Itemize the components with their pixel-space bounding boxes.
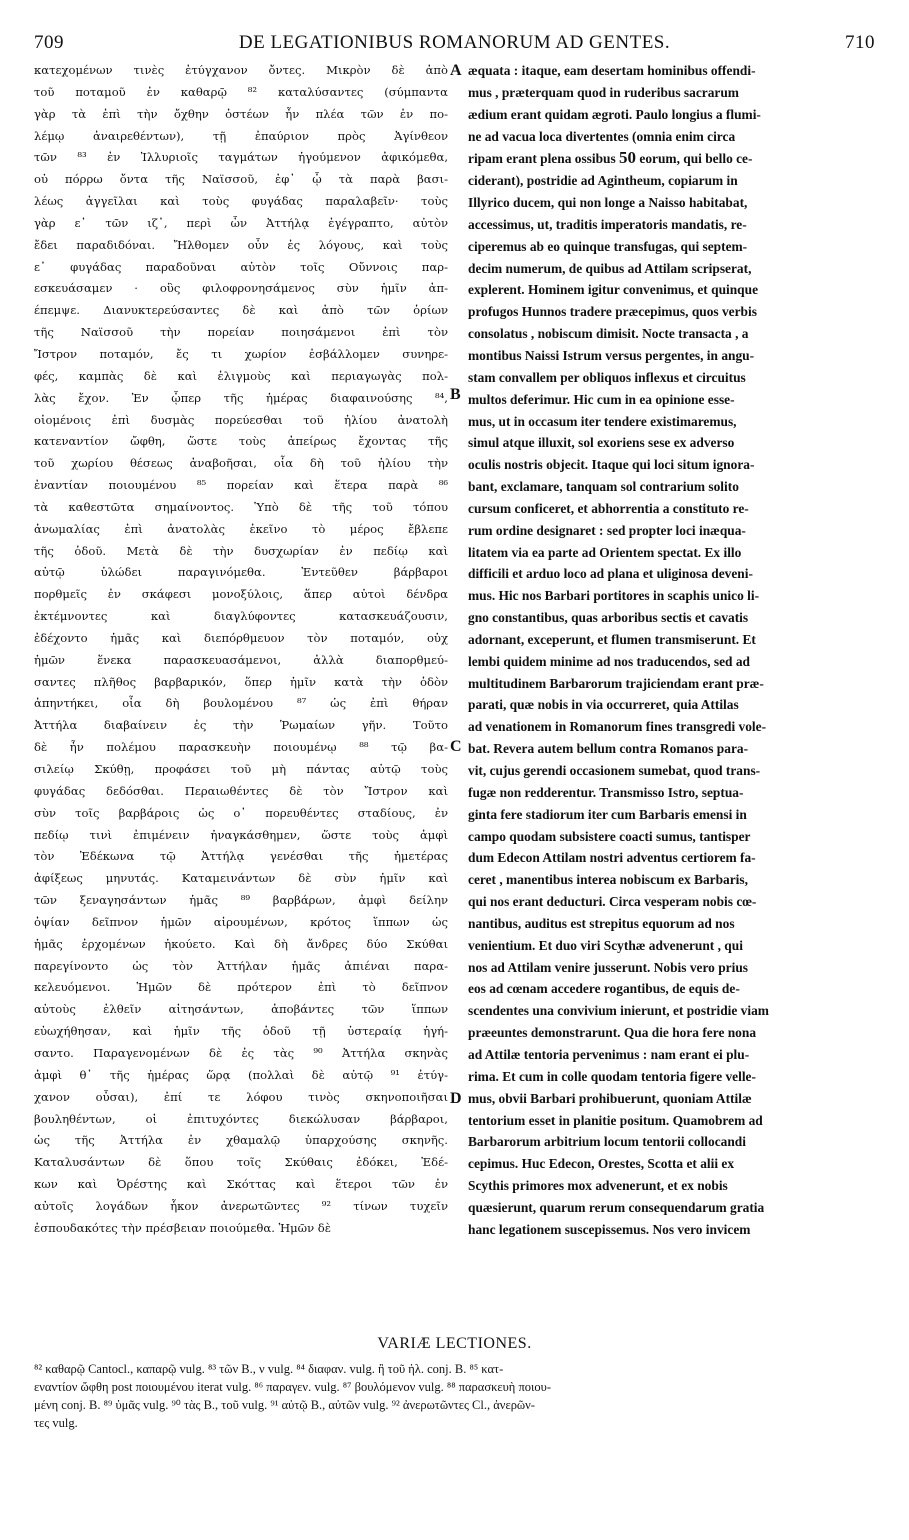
latin-text-line: multos deferimur. Hic cum in ea opinione esse- xyxy=(468,391,735,407)
greek-text-line: λὰς ἔχον. Ἐν ᾧπερ τῆς ἡμέρας διαφαινούσης ⁸⁴, xyxy=(34,390,448,405)
greek-text-line: ἔδει παραδιδόναι. Ἤλθομεν οὖν ἐς λόγους, καὶ τοὺς xyxy=(34,237,448,252)
greek-text-line: εὐωχήθησαν, καὶ ἡμῖν τῆς ὁδοῦ τῇ ὑστεραίᾳ ἡγή- xyxy=(34,1024,448,1039)
greek-text-line: πεδίῳ τινὶ ἐπιμένειν ἠναγκάσθημεν, ὥστε τοὺς ἀμφὶ xyxy=(34,827,448,842)
latin-text-column xyxy=(468,60,878,1241)
latin-text-line: eos ad cœnam accedere rogantibus, de equis de- xyxy=(468,981,740,997)
latin-text-line: parati, quæ nobis in via occurreret, quia Attilas xyxy=(468,697,739,713)
latin-text-line: campo quodam subsistere coacti sumus, tantisper xyxy=(468,828,751,844)
latin-text-line: præeuntes demonstrarunt. Qua die hora fere nona xyxy=(468,1025,757,1041)
latin-text-line: montibus Naissi Istrum versus pergentes, in angu- xyxy=(468,347,755,363)
greek-text-line: φυγάδας δεδόσθαι. Περαιωθέντες δὲ τὸν Ἴστρον καὶ xyxy=(34,783,448,798)
latin-text-line: gno constantibus, quas arboribus sectis et cavatis xyxy=(468,610,749,626)
latin-text-line: quæsierunt, quarum rerum consequendarum gratia xyxy=(468,1199,765,1215)
latin-text-line: consolatus , nobiscum dimisit. Nocte transacta , a xyxy=(468,326,749,342)
greek-text-line: κατεχομένων τινὲς ἐτύγχανον ὄντες. Μικρὸν δὲ ἀπὸ xyxy=(34,63,448,77)
variae-line: τες vulg. xyxy=(34,1416,78,1430)
latin-text-line: fugæ non redderentur. Transmisso Istro, septua- xyxy=(468,784,744,800)
greek-text-line: βουληθέντων, οἱ ἐπιτυχόντες διεκώλυσαν βάρβαροι, xyxy=(34,1111,448,1126)
greek-text-line: ἐδέχοντο ἡμᾶς καὶ διεπόρθμευον τὸν ποταμόν, οὐχ xyxy=(34,630,448,645)
greek-text-line: ἡμᾶς ἐρχομένων ἠκούετο. Καὶ δὴ ἄνδρες δύο Σκύθαι xyxy=(34,936,448,951)
latin-text-line: mus. Hic nos Barbari portitores in scaphis unico li- xyxy=(468,588,760,604)
greek-text-line: σὺν τοῖς βαρβάροις ὡς ο᾽ πορευθέντες σταδίους, ἐν xyxy=(34,805,448,820)
latin-text-line: nos ad Attilam venire jusserunt. Nobis vero prius xyxy=(468,959,748,975)
latin-text-line: difficili et arduo loco ad plana et uliginosa deveni- xyxy=(468,566,753,582)
page-marker: 50 xyxy=(619,148,637,168)
margin-letter-c: C xyxy=(450,738,462,755)
latin-text-line: tentorium esset in planitie positum. Quamobrem ad xyxy=(468,1112,763,1128)
latin-text-line: bat. Revera autem bellum contra Romanos para- xyxy=(468,741,749,757)
latin-text-line: accessimus, ut, traditis imperatoris mandatis, re- xyxy=(468,216,747,232)
latin-text-line: scendentes una convivium inierunt, et postridie viam xyxy=(468,1003,769,1019)
latin-text-line: nantibus, auditus est strepitus equorum ad nos xyxy=(468,915,735,931)
margin-letter-d: D xyxy=(450,1090,462,1107)
greek-text-line: χανον οὖσαι), ἐπί τε λόφου τινὸς σκηνοποιῆσαι xyxy=(34,1089,448,1104)
greek-text-column xyxy=(34,60,448,1240)
greek-text-line: γὰρ ε᾽ τῶν ιζ᾽, περὶ ὧν Ἀττήλᾳ ἐγέγραπτο, αὐτὸν xyxy=(34,215,448,230)
margin-letter-b: B xyxy=(450,386,461,403)
latin-text-line: rum ordine designaret : sed propter loci inæqua- xyxy=(468,522,746,538)
greek-text-line: παρεγίνοντο ὡς τὸν Ἀττήλαν ἡμᾶς ἀπιέναι παρα- xyxy=(34,958,448,973)
running-title: DE LEGATIONIBUS ROMANORUM AD GENTES. xyxy=(238,32,671,53)
greek-text-line: ἀνωμαλίας ἐπὶ ἀνατολὰς ἐκεῖνο τὸ μέρος ἔβλεπε xyxy=(34,521,448,536)
variae-line: εναντίον ὤφθη post ποιουμένου iterat vulg. ⁸⁶ παραγεν. vulg. ⁸⁷ βουλόμενον vulg. ⁸⁸ παρασκευὴ ποιου- xyxy=(34,1380,551,1394)
greek-text-line: Καταλυσάντων δὲ ὅπου τοῖς Σκύθαις ἐδόκει, Ἐδέ- xyxy=(34,1155,448,1170)
greek-text-line: γὰρ τὰ ἐπὶ τὴν ὄχθην ὀστέων ἦν πλέα τῶν ἐν πο- xyxy=(34,106,448,121)
latin-text-line: hanc legationem suscepissemus. Nos vero invicem xyxy=(468,1221,751,1237)
greek-text-line: οὐ πόρρω ὄντα τῆς Ναϊσσοῦ, ἐφ᾽ ᾧ τὰ παρὰ βασι- xyxy=(34,172,448,187)
greek-text-line: σαντες πλῆθος βαρβαρικόν, ὅπερ ἡμῖν κατὰ τὴν ὁδὸν xyxy=(34,674,448,689)
latin-text-line: Barbarorum arbitrium locum tentorii collocandi xyxy=(468,1134,746,1150)
latin-text-line: bant, exclamare, tanquam sol contrarium solito xyxy=(468,479,739,495)
variae-line: ⁸² καθαρῷ Cantocl., καπαρῷ vulg. ⁸³ τῶν B., ν vulg. ⁸⁴ διαφαν. vulg. ἢ τοῦ ἡλ. conj. B. ⁸⁵ κατ- xyxy=(34,1362,504,1376)
greek-text-line: αὐτοῖς λογάδων ἧκον ἀνερωτῶντες ⁹² τίνων τυχεῖν xyxy=(34,1198,448,1213)
greek-text-line: οἰομένοις ἐπὶ δυσμὰς πορεύεσθαι τοῦ ἡλίου ἀνατολὴ xyxy=(34,412,448,427)
latin-text-line: ne ad vacua loca divertentes (omnia enim circa xyxy=(468,128,736,144)
greek-text-line: τοῦ ποταμοῦ ἐν καθαρῷ ⁸² καταλύσαντες (σύμπαντα xyxy=(34,84,448,99)
latin-text-line: ginta fere stadiorum iter cum Barbaris emensi in xyxy=(468,806,747,822)
latin-text-line: lembi quidem minime ad nos traducendos, sed ad xyxy=(468,653,750,669)
page-number-right: 710 xyxy=(845,32,875,53)
latin-text-line: stam convallem per obliquos inflexus et circuitus xyxy=(468,369,746,385)
greek-text-line: λέμῳ ἀναιρεθέντων), τῇ ἐπαύριον πρὸς Ἀγίνθεον xyxy=(34,128,448,143)
latin-text-line: ceret , manentibus interea nobiscum ex Barbaris, xyxy=(468,872,748,888)
latin-text-line: multitudinem Barbarorum trajiciendam erant præ- xyxy=(468,675,764,691)
greek-text-line: ἀμφὶ θ᾽ τῆς ἡμέρας ὥρᾳ (πολλαὶ δὲ αὐτῷ ⁹¹ ἐτύγ- xyxy=(34,1067,448,1082)
latin-text-line: explerent. Hominem igitur convenimus, et quinque xyxy=(468,282,759,298)
latin-text-line: cursum conficeret, et abhorrentia a constituto re- xyxy=(468,500,749,516)
greek-text-line: Ἀττήλα διαβαίνειν ἐς τὴν Ῥωμαίων γῆν. Τοῦτο xyxy=(34,718,448,733)
latin-text-line: Illyrico ducem, qui non longe a Naisso habitabat, xyxy=(468,195,748,211)
variae-line: μένη conj. B. ⁸⁹ ὑμᾶς vulg. ⁹⁰ τὰς B., τοῦ vulg. ⁹¹ αὐτῷ B., αὐτῶν vulg. ⁹² ἀνερωτῶντες Cl., ἀνερῶν- xyxy=(34,1398,535,1412)
latin-text-line: cepimus. Huc Edecon, Orestes, Scotta et alii ex xyxy=(468,1156,735,1172)
latin-text-line: decim numerum, de quibus ad Attilam scripserat, xyxy=(468,260,752,276)
latin-text-line: Scythis primores mox advenerunt, et ex nobis xyxy=(468,1178,728,1194)
page-number-left: 709 xyxy=(34,32,64,53)
greek-text-line: ε᾽ φυγάδας παραδοῦναι αὐτὸν τοῖς Οὔννοις παρ- xyxy=(34,259,448,274)
latin-text-line: vit, cujus gerendi occasionem sumebat, quod trans- xyxy=(468,763,761,778)
greek-text-line: σαντο. Παραγενομένων δὲ ἐς τὰς ⁹⁰ Ἀττήλα σκηνὰς xyxy=(34,1045,448,1060)
latin-text-line: qui nos erant deducturi. Circa vesperam nobis cœ- xyxy=(468,894,757,910)
latin-text-line: ripam erant plena ossibus 50 eorum, qui bello ce- xyxy=(468,148,753,168)
greek-text-line: τῆς ὁδοῦ. Μετὰ δὲ τὴν δυσχωρίαν ἐν πεδίῳ καὶ xyxy=(34,543,448,558)
latin-text-line: dum Edecon Attilam nostri adventus certiorem fa- xyxy=(468,850,756,866)
greek-text-line: δὲ ἦν πολέμου παρασκευὴν ποιουμένῳ ⁸⁸ τῷ βα- xyxy=(34,740,448,755)
margin-letter-a: A xyxy=(450,62,462,79)
greek-text-line: ἐναντίαν ποιουμένου ⁸⁵ πορείαν καὶ ἕτερα παρὰ ⁸⁶ xyxy=(34,478,448,493)
greek-text-line: κελευόμενοι. Ἡμῶν δὲ πρότερον ἐπὶ τὸ δεῖπνον xyxy=(34,980,448,995)
latin-text-line: simul atque illuxit, sol exoriens sese ex adverso xyxy=(468,435,735,451)
greek-text-line: πορθμεῖς ἐν σκάφεσι μονοξύλοις, ἅπερ αὐτοὶ δένδρα xyxy=(34,587,448,602)
page-header xyxy=(34,32,875,58)
greek-text-line: Ἴστρον ποταμόν, ἔς τι χωρίον ἐσβάλλομεν συνηρε- xyxy=(34,346,448,361)
greek-text-line: τῆς Ναϊσσοῦ τὴν πορείαν ποιησάμενοι ἐπὶ τὸν xyxy=(34,325,448,340)
latin-text-line: ad venationem in Romanorum fines transgredi vole- xyxy=(468,719,767,735)
latin-text-line: ciderant), postridie ad Agintheum, copiarum in xyxy=(468,173,738,189)
variae-lectiones-title: VARIÆ LECTIONES. xyxy=(377,1335,532,1352)
latin-text-line: venientium. Et duo viri Scythæ advenerunt , qui xyxy=(468,937,743,953)
latin-text-line: profugos Hunnos tradere præcepimus, quos verbis xyxy=(468,304,757,320)
latin-text-line: ciperemus ab eo quinque transfugas, qui septem- xyxy=(468,238,748,254)
greek-text-line: ἡμῶν ἕνεκα παρασκευασάμενοι, ἀλλὰ διαπορθμεύ- xyxy=(34,652,448,667)
latin-text-line: rima. Et cum in colle quodam tentoria figere velle- xyxy=(468,1068,756,1084)
latin-text-line: oculis nostris objecit. Itaque qui loci situm ignora- xyxy=(468,457,755,473)
latin-text-line: litatem via ea parte ad Orientem spectat. Ex illo xyxy=(468,544,742,560)
variae-lectiones-notes xyxy=(34,1360,874,1432)
greek-text-line: τῶν ξεναγησάντων ἡμᾶς ⁸⁹ βαρβάρων, ἀμφὶ δείλην xyxy=(34,893,448,908)
latin-text-line: æquata : itaque, eam desertam hominibus offendi- xyxy=(468,63,756,78)
greek-text-line: έπεμψε. Διανυκτερεύσαντες δὲ καὶ ἀπὸ τῶν ὁρίων xyxy=(34,303,448,318)
greek-text-line: τὰ καθεστῶτα σημαίνοντος. Ὑπὸ δὲ τῆς τοῦ τόπου xyxy=(34,499,448,514)
greek-text-line: ἀπηντήκει, οἷα δὴ βουλομένου ⁸⁷ ὡς ἐπὶ θήραν xyxy=(34,696,448,711)
latin-text-line: adornant, exceperunt, et flumen transmiserunt. Et xyxy=(468,631,756,647)
greek-text-line: ὀψίαν δεῖπνον ἡμῶν αἱρουμένων, κρότος ἵππων ὡς xyxy=(34,914,448,929)
greek-text-line: τοῦ χωρίου θέσεως ἀναβοῆσαι, οἷα δὴ τοῦ ἡλίου τὴν xyxy=(34,456,448,471)
greek-text-line: σιλείῳ Σκύθῃ, προφάσει τοῦ μὴ πάντας αὐτῷ τοὺς xyxy=(34,762,448,776)
greek-text-line: τὸν Ἐδέκωνα τῷ Ἀττήλᾳ γενέσθαι τῆς ἡμετέρας xyxy=(34,849,448,864)
latin-text-line: ad Attilæ tentoria pervenimus : nam erant ei plu- xyxy=(468,1046,750,1062)
greek-text-line: ἀφίξεως μηνυτάς. Καταμεινάντων δὲ σὺν ἡμῖν καὶ xyxy=(34,871,448,886)
greek-text-line: κατεναντίον ὤφθη, ὥστε τοὺς ἀπείρως ἔχοντας τῆς xyxy=(34,434,448,449)
greek-text-line: λέως ἀγγεῖλαι καὶ τοὺς φυγάδας παραλαβεῖν· τοὺς xyxy=(34,194,448,209)
latin-text-line: mus , præterquam quod in ruderibus sacrarum xyxy=(468,84,739,100)
greek-text-line: εσκευάσαμεν · οὓς φιλοφρονησάμενος σὺν ἡμῖν ἀπ- xyxy=(34,281,448,296)
greek-text-line: αὐτοὺς ἐλθεῖν αἰτησάντων, ἀποβάντες τῶν ἵππων xyxy=(34,1002,448,1017)
latin-text-line: mus, ut in occasum iter tendere existimaremus, xyxy=(468,413,737,429)
greek-text-line: φές, καμπὰς δὲ καὶ ἑλιγμοὺς καὶ περιαγωγὰς πολ- xyxy=(34,368,448,383)
greek-text-line: τῶν ⁸³ ἐν Ἰλλυριοῖς ταγμάτων ἡγούμενον ἀφικόμεθα, xyxy=(34,150,448,165)
greek-text-line: αὐτῷ ὑλώδει παραγινόμεθα. Ἐντεῦθεν βάρβαροι xyxy=(34,565,448,580)
greek-text-line: ἐκτέμνοντες καὶ διαγλύφοντες κατασκευάζουσιν, xyxy=(34,609,448,624)
greek-text-line: κων καὶ Ὀρέστης καὶ Σκόττας καὶ ἕτεροι τῶν ἐν xyxy=(34,1177,448,1192)
latin-text-line: mus, obvii Barbari prohibuerunt, quoniam Attilæ xyxy=(468,1090,752,1106)
greek-text-line: ἐσπουδακότες τὴν πρέσβειαν ποιούμεθα. Ἡμῶν δὲ xyxy=(34,1220,332,1235)
latin-text-line: ædium erant quidam ægroti. Paulo longius a flumi- xyxy=(468,106,761,122)
greek-text-line: ὡς τῆς Ἀττήλα ἐν χθαμαλῷ ὑπαρχούσης σκηνῆς. xyxy=(34,1133,448,1148)
